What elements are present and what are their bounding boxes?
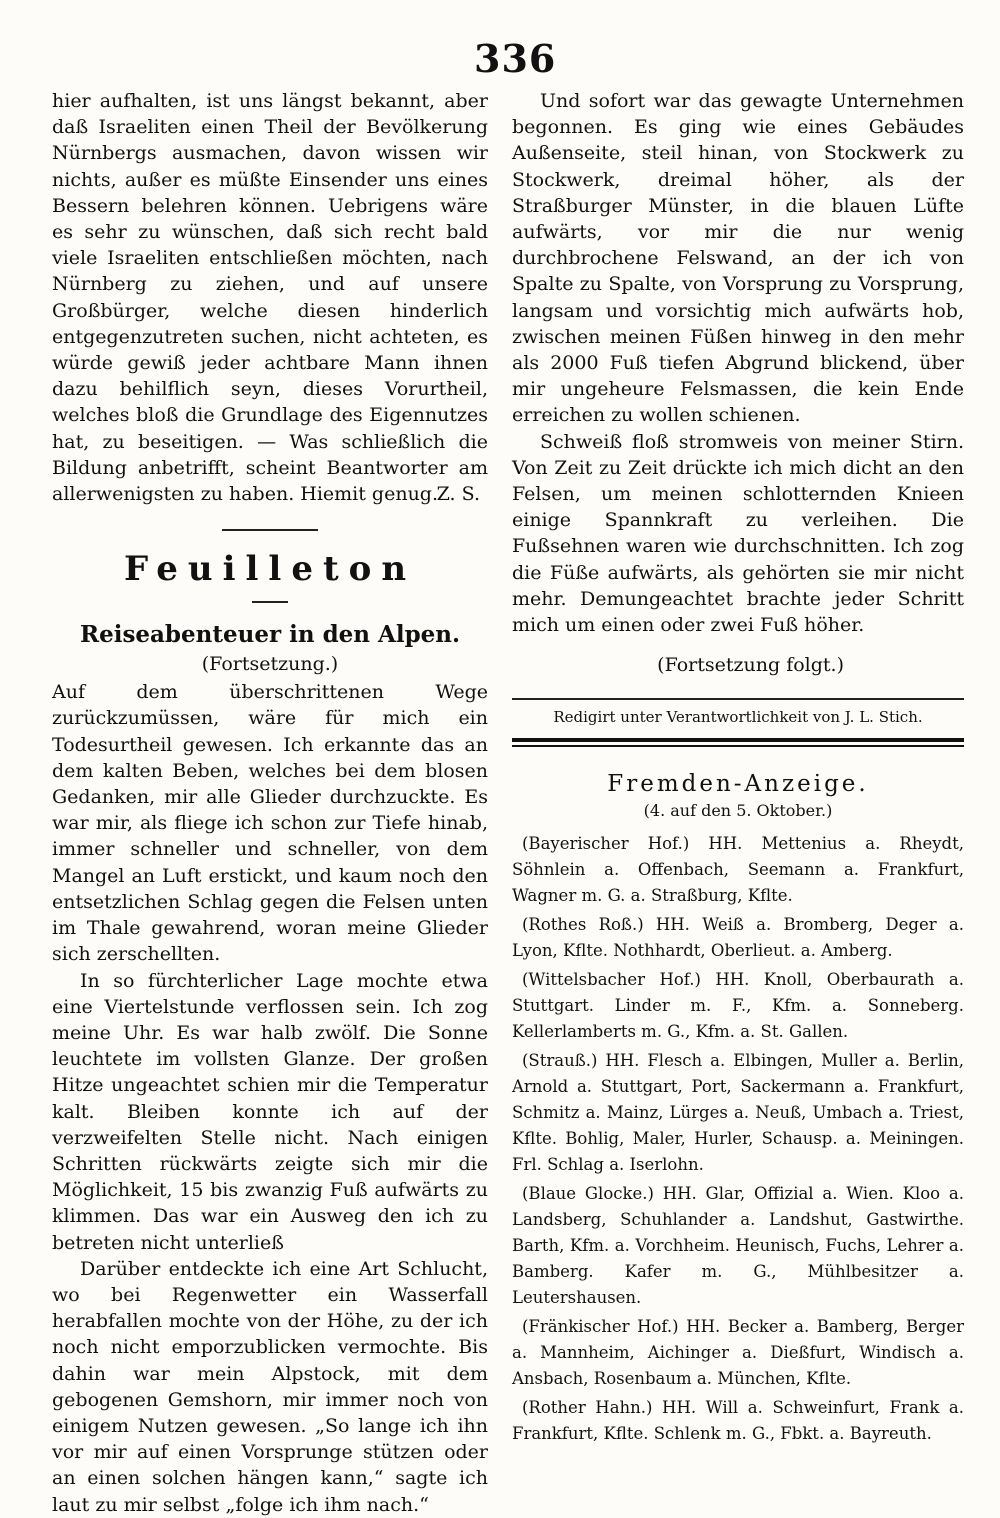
page-number: 336 [474,36,557,81]
continued-note: (Fortsetzung folgt.) [657,654,844,677]
left-column [52,88,488,1518]
list-item: (Wittelsbacher Hof.) HH. Knoll, Oberbaurath a. Stuttgart. Linder m. F., Kfm. a. Sonneberg. Kellerlamberts m. G., Kfm. a. St. Gallen. [512,970,964,1042]
section-title: Feuilleton [123,549,417,590]
separator-rule [222,529,318,531]
separator-rule [512,698,964,700]
right-column [512,88,964,1450]
list-item: (Blaue Glocke.) HH. Glar, Offizial a. Wien. Kloo a. Landsberg, Schuhlander a. Landshut, Gastwirthe. Barth, Kfm. a. Vorchheim. Heunisch, Fuchs, Lehrer a. Bamberg. Kafer m. G., Mühlbesitzer a. Leutershausen. [512,1184,964,1308]
article-title: Reiseabenteuer in den Alpen. [79,621,461,649]
letter-paragraph: hier aufhalten, ist uns längst bekannt, aber daß Israeliten einen Theil der Bevölkerung Nürnbergs ausmachen, davon wissen wir nichts, außer es müßte Einsender uns eines Bessern belehren können. Uebrigens wäre es sehr zu wünschen, daß sich recht bald viele Israeliten entschließen möchten, nach Nürnberg zu ziehen, und auf unsere Großbürger, welche diesen hinderlich entgegenzutreten suchen, nicht achteten, es würde gewiß jeder achtbare Mann ihnen dazu behilflich seyn, dieses Vorurtheil, welches bloß die Grundlage des Eigennutzes hat, zu beseitigen. — Was schließlich die Bildung anbetrifft, scheint Beantworter am allerwenigsten zu haben. Hiemit genug. [52,90,488,506]
fremden-date: (4. auf den 5. Oktober.) [643,801,833,821]
list-item: (Fränkischer Hof.) HH. Becker a. Bamberg, Berger a. Mannheim, Aichinger a. Dießfurt, Windisch a. Ansbach, Rosenbaum a. München, Kflte. [512,1317,964,1389]
article-paragraph: Schweiß floß stromweis von meiner Stirn. Von Zeit zu Zeit drückte ich mich dicht an den Felsen, um meinen schlotternden Knieen einige Spannkraft zu verleihen. Die Fußsehnen waren wie durchschnitten. Ich zog die Füße aufwärts, als gehörten sie mir nicht mehr. Demungeachtet brachte jeder Schritt mich um einen oder zwei Fuß höher. [512,430,964,637]
article-paragraph: Und sofort war das gewagte Unternehmen begonnen. Es ging wie eines Gebäudes Außenseite, steil hinan, von Stockwerk zu Stockwerk, dreimal höher, als der Straßburger Münster, in die blauen Lüfte aufwärts, vor mir die nur wenig durchbrochene Felswand, an der ich von Spalte zu Spalte, von Vorsprung zu Vorsprung, langsam und vorsichtig mich aufwärts hob, zwischen meinen Füßen hinweg in den mehr als 2000 Fuß tiefen Abgrund blickend, über mir ungeheure Felsmassen, die kein Ende erreichen zu wollen schienen. [512,90,964,427]
signature: Z. S. [436,483,480,506]
list-item: (Bayerischer Hof.) HH. Mettenius a. Rheydt, Söhnlein a. Offenbach, Seemann a. Frankfurt, Wagner m. G. a. Straßburg, Kflte. [512,834,964,906]
separator-rule-small [252,601,288,603]
article-paragraph: Auf dem überschrittenen Wege zurückzumüssen, wäre für mich ein Todesurtheil gewesen. Ich erkannte das an dem kalten Beben, welches bei dem blosen Gedanken, mir alle Glieder durchzuckte. Es war mir, als fliege ich schon zur Tiefe hinab, immer schneller und schneller, von dem Mangel an Luft erstickt, und kaum noch den entsetzlichen Schlag gegen die Felsen unten im Thale gewahrend, woran meine Glieder sich zerschellten. [52,681,488,966]
article-paragraph: In so fürchterlicher Lage mochte etwa eine Viertelstunde verflossen sein. Ich zog meine Uhr. Es war halb zwölf. Die Sonne leuchtete im vollsten Glanze. Der großen Hitze ungeachtet schien mir die Temperatur kalt. Bleiben konnte ich auf der verzweifelten Stelle nicht. Nach einigen Schritten rückwärts zeigte sich mir die Möglichkeit, 15 bis zwanzig Fuß aufwärts zu klimmen. Das war ein Ausweg den ich zu betreten nicht unterließ [52,969,488,1254]
article-paragraph: Darüber entdeckte ich eine Art Schlucht, wo bei Regenwetter ein Wasserfall herabfallen mochte von der Höhe, zu der ich noch nicht emporzublicken vermochte. Bis dahin war mein Alpstock, mit dem gebogenen Gemshorn, mir immer noch von einigem Nutzen gewesen. „So lange ich ihn vor mir auf einen Vorsprunge stützen oder an einen solchen hängen kann,“ sagte ich laut zu mir selbst „folge ich ihm nach.“ [52,1257,488,1516]
fremden-list [512,831,964,1447]
editor-line: Redigirt unter Verantwortlichkeit von J. L. Stich. [553,708,923,727]
list-item: (Rothes Roß.) HH. Weiß a. Bromberg, Deger a. Lyon, Kflte. Nothhardt, Oberlieut. a. Amberg. [512,915,964,961]
fremden-title: Fremden-Anzeige. [607,771,869,798]
article-subtitle: (Fortsetzung.) [201,653,339,676]
list-item: (Rother Hahn.) HH. Will a. Schweinfurt, Frank a. Frankfurt, Kflte. Schlenk m. G., Fbkt. a. Bayreuth. [512,1398,964,1444]
double-rule [512,738,964,747]
list-item: (Strauß.) HH. Flesch a. Elbingen, Muller a. Berlin, Arnold a. Stuttgart, Port, Sackermann a. Frankfurt, Schmitz a. Mainz, Lürges a. Neuß, Umbach a. Triest, Kflte. Bohlig, Maler, Hurler, Schausp. a. Meiningen. Frl. Schlag a. Iserlohn. [512,1051,964,1175]
